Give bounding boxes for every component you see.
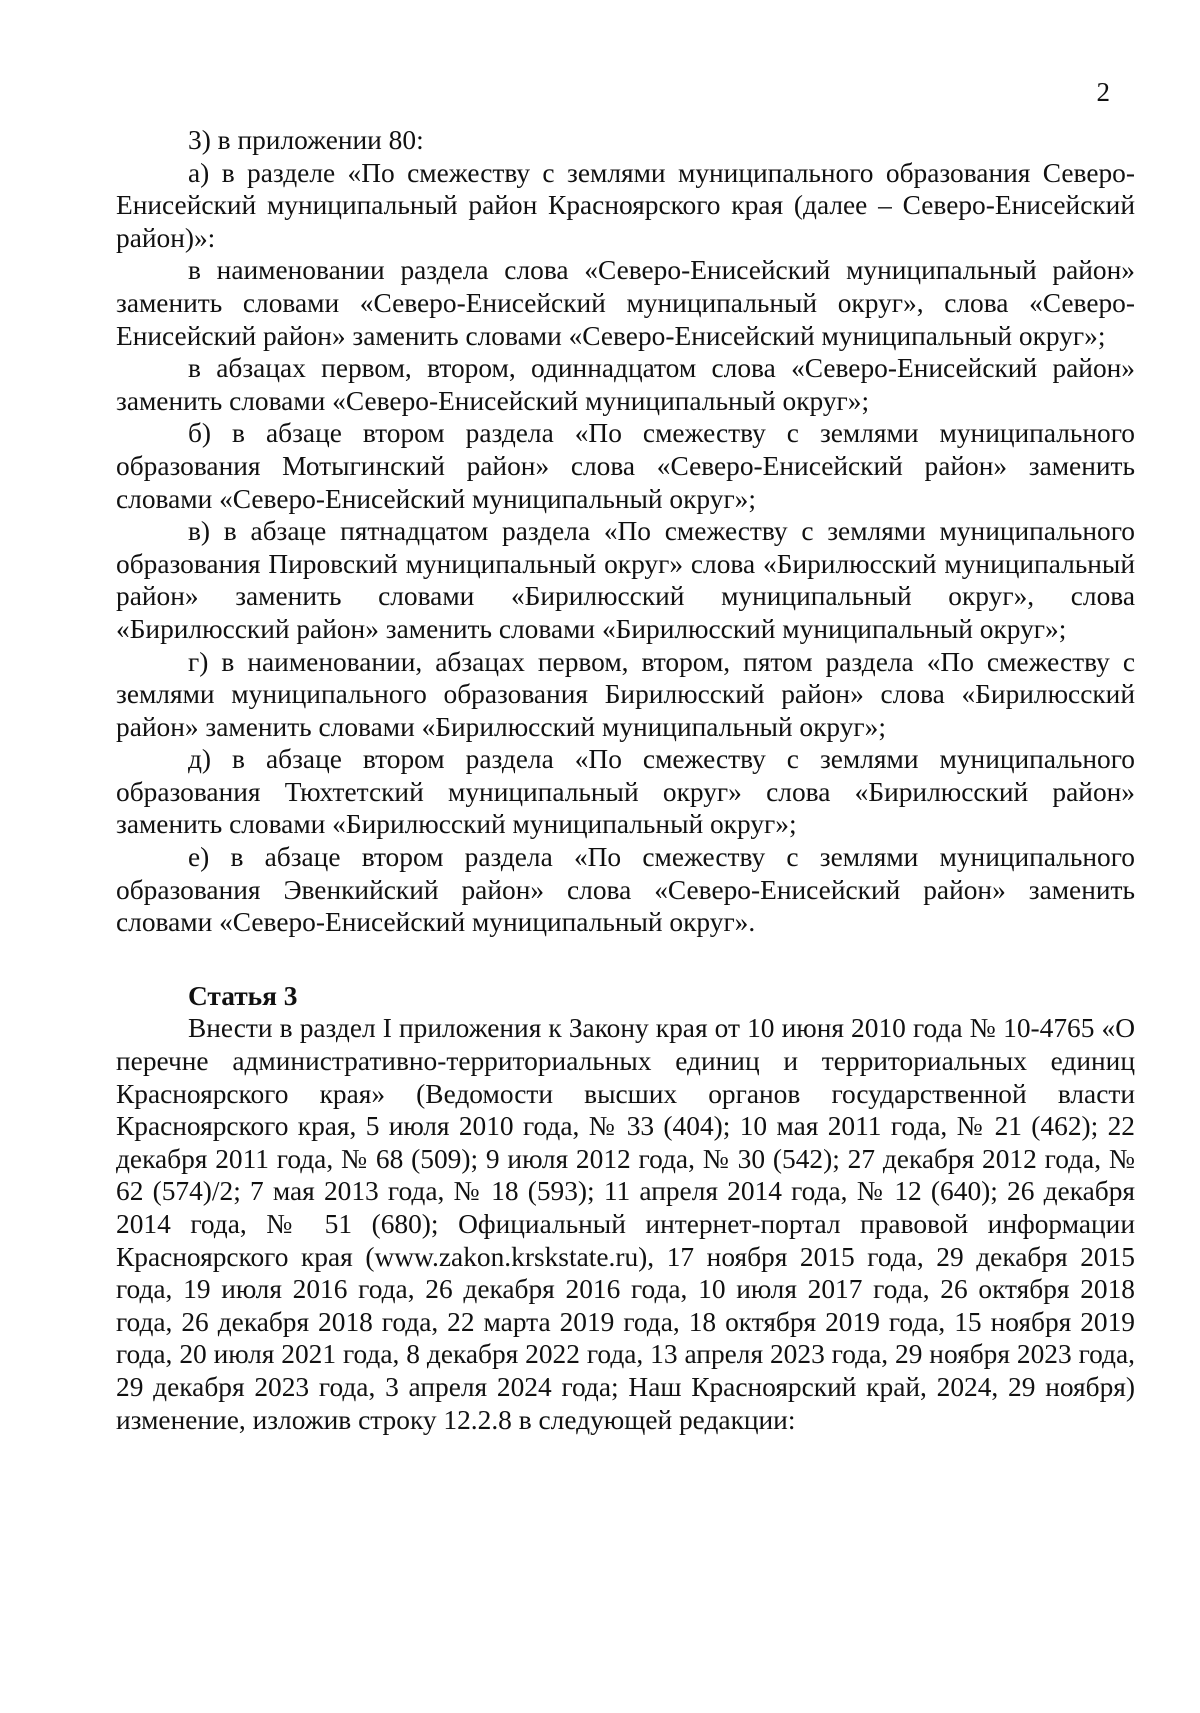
article-heading: Статья 3 bbox=[188, 980, 298, 1011]
paragraph-d: д) в абзаце втором раздела «По смежеству с землями муниципального образования Тюхтетский муниципальный округ» слова «Бирилюсский район» заменить словами «Бирилюсский муниципальный округ»; bbox=[116, 744, 1135, 840]
paragraph-a: а) в разделе «По смежеству с землями муниципального образования Северо-Енисейский муниципальный район Красноярского края (далее – Северо-Енисейский район)»: bbox=[116, 157, 1135, 253]
paragraph-v: в) в абзаце пятнадцатом раздела «По смежеству с землями муниципального образования Пировский муниципальный округ» слова «Бирилюсский муниципальный район» заменить словами «Бирилюсский муниципальный округ», слова «Бирилюсский район» заменить словами «Бирилюсский муниципальный округ»; bbox=[116, 516, 1135, 644]
page-number: 2 bbox=[1096, 77, 1110, 107]
paragraph-a-paragraphs: в абзацах первом, втором, одиннадцатом слова «Северо-Енисейский район» заменить словами «Северо-Енисейский муниципальный округ»; bbox=[116, 353, 1135, 416]
paragraph-e: е) в абзаце втором раздела «По смежеству с землями муниципального образования Эвенкийский район» слова «Северо-Енисейский район» заменить словами «Северо-Енисейский муниципальный округ». bbox=[116, 842, 1135, 938]
paragraph-g: г) в наименовании, абзацах первом, втором, пятом раздела «По смежеству с землями муниципального образования Бирилюсский район» слова «Бирилюсский район» заменить словами «Бирилюсский муниципальный округ»; bbox=[116, 646, 1135, 742]
paragraph-item-3-heading: 3) в приложении 80: bbox=[188, 125, 424, 155]
paragraph-b: б) в абзаце втором раздела «По смежеству с землями муниципального образования Мотыгинский район» слова «Северо-Енисейский район» заменить словами «Северо-Енисейский муниципальный округ»; bbox=[116, 418, 1135, 514]
document-body bbox=[116, 124, 1135, 1436]
paragraph-a-naming: в наименовании раздела слова «Северо-Енисейский муниципальный район» заменить словами «Северо-Енисейский муниципальный округ», слова «Северо-Енисейский район» заменить словами «Северо-Енисейский муниципальный округ»; bbox=[116, 255, 1135, 351]
article-text: Внести в раздел I приложения к Закону края от 10 июня 2010 года № 10-4765 «О перечне административно-территориальных единиц и территориальных единиц Красноярского края» (Ведомости высших органов государственной власти Красноярского края, 5 июля 2010 года, № 33 (404); 10 мая 2011 года, № 21 (462); 22 декабря 2011 года, № 68 (509); 9 июля 2012 года, № 30 (542); 27 декабря 2012 года, № 62 (574)/2; 7 мая 2013 года, № 18 (593); 11 апреля 2014 года, № 12 (640); 26 декабря 2014 года, № 51 (680); Официальный интернет-портал правовой информации Красноярского края (www.zakon.krskstate.ru), 17 ноября 2015 года, 29 декабря 2015 года, 19 июля 2016 года, 26 декабря 2016 года, 10 июля 2017 года, 26 октября 2018 года, 26 декабря 2018 года, 22 марта 2019 года, 18 октября 2019 года, 15 ноября 2019 года, 20 июля 2021 года, 8 декабря 2022 года, 13 апреля 2023 года, 29 ноября 2023 года, 29 декабря 2023 года, 3 апреля 2024 года; Наш Красноярский край, 2024, 29 ноября) изменение, изложив строку 12.2.8 в следующей редакции: bbox=[116, 1013, 1135, 1435]
